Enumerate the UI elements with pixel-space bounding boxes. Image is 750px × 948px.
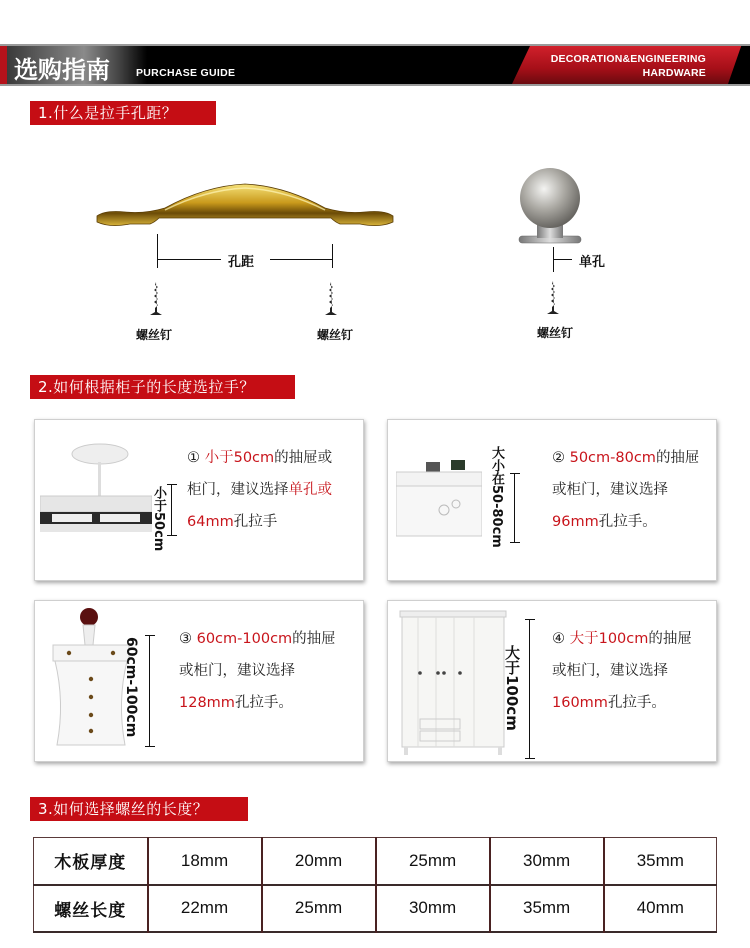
handle-size: 160mm xyxy=(552,695,608,711)
dimension-line-left xyxy=(157,259,221,260)
size-label-3: 60cm-100cm xyxy=(123,637,139,738)
handle-size: 96mm xyxy=(552,514,599,530)
size-bracket-2 xyxy=(510,473,520,543)
row-label: 螺丝长度 xyxy=(34,885,148,932)
card-number: ② xyxy=(552,450,565,466)
text-plain: 孔拉手。 xyxy=(598,514,657,530)
screw-label-left: 螺丝钉 xyxy=(136,328,173,342)
screw-icon xyxy=(547,281,559,315)
text-rest: 的抽屉 xyxy=(648,631,692,647)
size-bracket-4 xyxy=(525,619,535,759)
text-plain: 柜门，建议选择 xyxy=(187,482,289,498)
text-plain: 孔拉手。 xyxy=(607,695,666,711)
size-label-2: 大小在50-80cm xyxy=(489,446,504,548)
header-banner xyxy=(0,44,750,86)
table-cell: 18mm xyxy=(148,838,262,885)
cabinet-card-1 xyxy=(34,419,364,581)
dimension-left-tick xyxy=(157,234,158,268)
table-cell: 35mm xyxy=(604,838,717,885)
table-cell: 30mm xyxy=(490,838,604,885)
table-cell: 22mm xyxy=(148,885,262,932)
table-row xyxy=(34,885,717,932)
text-rest: 的抽屉 xyxy=(292,631,336,647)
card-3-text xyxy=(179,623,336,719)
screw-icon xyxy=(325,282,337,316)
card-number: ① xyxy=(187,450,200,466)
handle-size: 128mm xyxy=(179,695,235,711)
table-cell: 35mm xyxy=(490,885,604,932)
screw-label-right: 螺丝钉 xyxy=(317,328,354,342)
text-rest: 的抽屉 xyxy=(655,450,700,466)
text-plain: 孔拉手 xyxy=(233,514,278,530)
brand-line-2: HARDWARE xyxy=(642,67,706,79)
text-plain: 孔拉手。 xyxy=(234,695,293,711)
size-highlight: 50cm-80cm xyxy=(569,450,656,466)
screw-length-table xyxy=(33,837,717,933)
white-wardrobe-icon xyxy=(398,607,508,757)
size-highlight: 小于50cm xyxy=(204,450,275,466)
card-1-text xyxy=(187,442,332,538)
section1-heading: 1.什么是拉手孔距？ xyxy=(30,101,216,125)
text-red: 单孔或 xyxy=(288,482,332,498)
table-cell: 40mm xyxy=(604,885,717,932)
gold-bow-handle-icon xyxy=(95,178,395,230)
card-number: ④ xyxy=(552,631,565,647)
text-plain: 或柜门，建议选择 xyxy=(552,663,668,679)
steel-knob-icon xyxy=(515,165,585,247)
dimension-line-right xyxy=(270,259,333,260)
row-label: 木板厚度 xyxy=(34,838,148,885)
brand-line-1: DECORATION&ENGINEERING xyxy=(550,53,706,65)
banner-title-cn: 选购指南 xyxy=(14,55,110,84)
text-plain: 或柜门，建议选择 xyxy=(179,663,295,679)
table-row xyxy=(34,838,717,885)
card-number: ③ xyxy=(179,631,192,647)
text-rest: 的抽屉或 xyxy=(274,450,333,466)
handle-size: 64mm xyxy=(187,514,234,530)
tv-cabinet-with-lamp-icon xyxy=(40,442,152,532)
banner-red-edge xyxy=(0,46,7,84)
banner-brand xyxy=(551,52,706,80)
hole-distance-label: 孔距 xyxy=(228,255,255,270)
white-shoe-cabinet-icon xyxy=(396,460,482,540)
dimension-right-tick xyxy=(332,244,333,268)
table-cell: 30mm xyxy=(376,885,490,932)
cabinet-card-4 xyxy=(387,600,717,762)
cabinet-card-3 xyxy=(34,600,364,762)
size-highlight: 60cm-100cm xyxy=(196,631,293,647)
table-cell: 20mm xyxy=(262,838,376,885)
cabinet-card-2 xyxy=(387,419,717,581)
size-label-4: 大于100cm xyxy=(503,645,521,731)
single-hole-line xyxy=(553,259,572,260)
size-label-1: 小于50cm xyxy=(151,486,166,552)
card-4-text xyxy=(552,623,692,719)
size-bracket-3 xyxy=(145,635,155,747)
table-cell: 25mm xyxy=(262,885,376,932)
table-cell: 25mm xyxy=(376,838,490,885)
size-highlight: 大于100cm xyxy=(569,631,649,647)
screw-label-knob: 螺丝钉 xyxy=(537,326,574,340)
single-hole-label: 单孔 xyxy=(579,255,606,270)
section3-heading: 3.如何选择螺丝的长度？ xyxy=(30,797,248,821)
banner-title-en: PURCHASE GUIDE xyxy=(136,67,236,79)
size-bracket-1 xyxy=(167,484,177,536)
screw-icon xyxy=(150,282,162,316)
card-2-text xyxy=(552,442,699,538)
text-plain: 或柜门，建议选择 xyxy=(552,482,668,498)
section2-heading: 2.如何根据柜子的长度选拉手？ xyxy=(30,375,295,399)
